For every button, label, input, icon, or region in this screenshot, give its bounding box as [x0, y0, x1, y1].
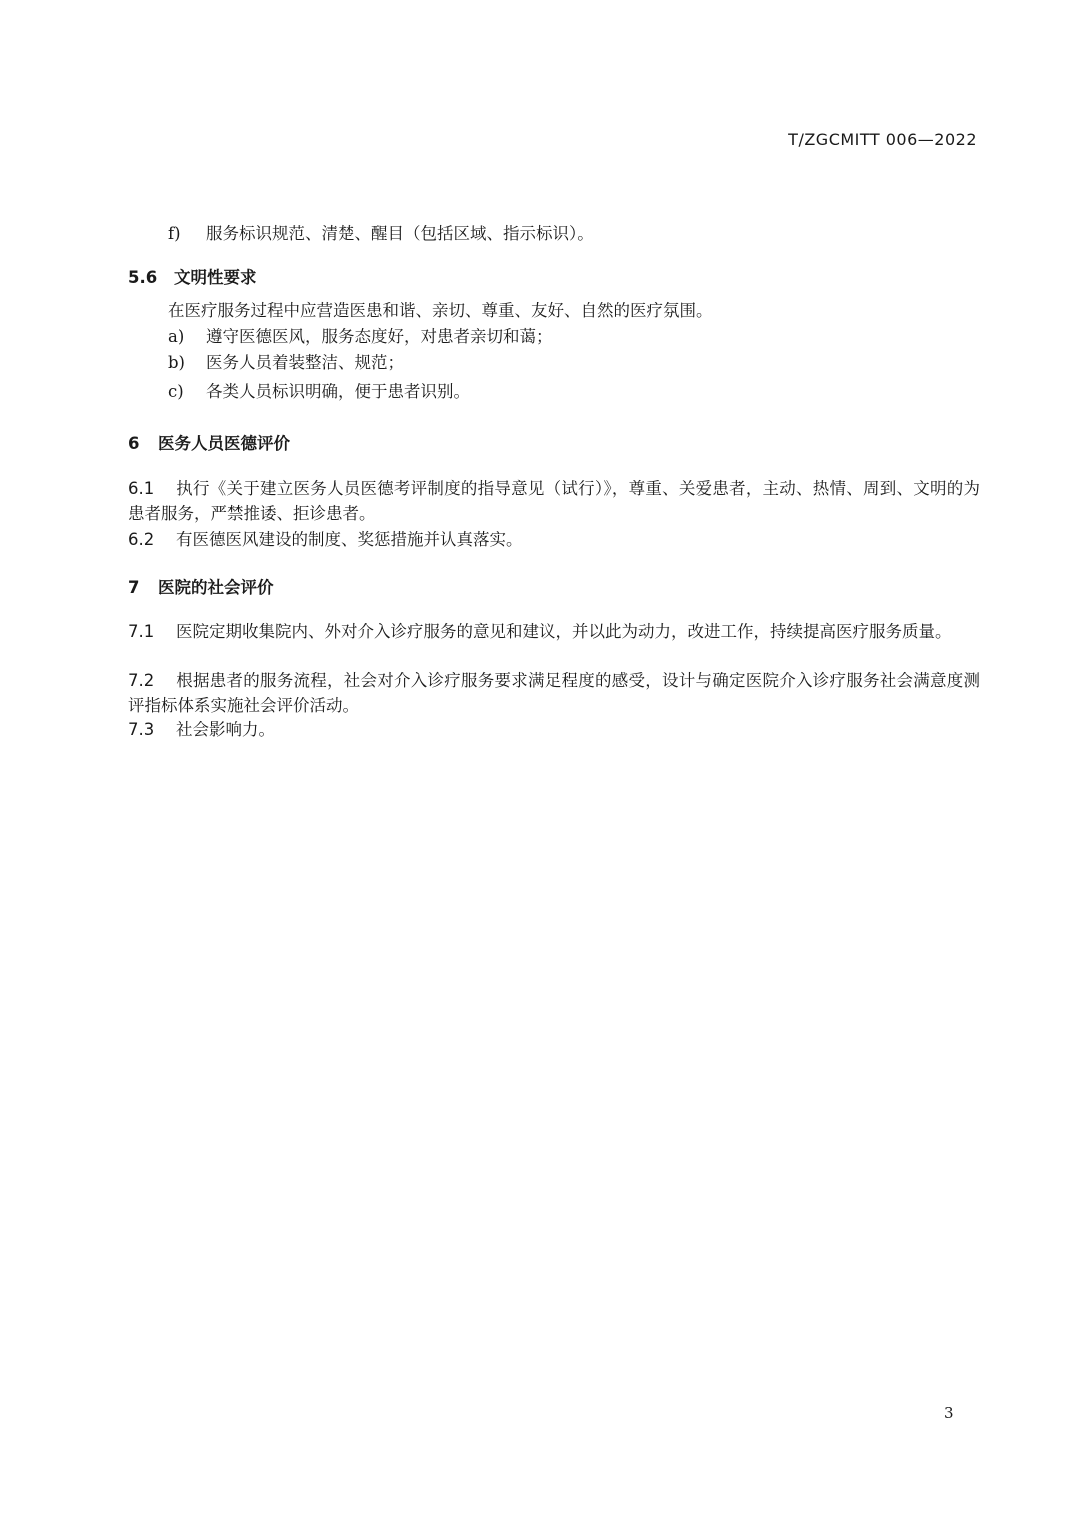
- clause-6-1: [128, 476, 980, 526]
- section-title: 医院的社会评价: [158, 578, 274, 597]
- clause-number: 6.2: [128, 530, 155, 549]
- clause-text: 执行《关于建立医务人员医德考评制度的指导意见（试行）》，尊重、关爱患者，主动、热情、周到、文明的为患者服务，严禁推诿、拒诊患者。: [128, 479, 980, 523]
- section-heading-6: [128, 430, 290, 454]
- list-marker: b): [168, 353, 185, 372]
- clause-7-3: [128, 717, 980, 742]
- list-item-text: 遵守医德医风，服务态度好，对患者亲切和蔼；: [206, 327, 553, 346]
- section-title: 医务人员医德评价: [158, 434, 290, 453]
- section-number: 5.6: [128, 268, 158, 287]
- list-item-text: 各类人员标识明确，便于患者识别。: [206, 382, 470, 401]
- clause-6-2: [128, 527, 980, 552]
- list-item-c: [168, 378, 470, 402]
- clause-number: 7.2: [128, 671, 155, 690]
- list-marker: c): [168, 382, 184, 401]
- clause-number: 7.3: [128, 720, 155, 739]
- clause-number: 7.1: [128, 622, 155, 641]
- list-marker: a): [168, 327, 185, 346]
- list-item-b: [168, 349, 404, 373]
- page-number: 3: [944, 1404, 954, 1422]
- section-heading-7: [128, 574, 274, 598]
- document-code: T/ZGCMITT 006—2022: [788, 130, 977, 149]
- list-item-f: [168, 220, 594, 244]
- section-intro: 在医疗服务过程中应营造医患和谐、亲切、尊重、友好、自然的医疗氛围。: [168, 301, 713, 320]
- clause-7-2: [128, 668, 980, 718]
- clause-text: 医院定期收集院内、外对介入诊疗服务的意见和建议，并以此为动力，改进工作，持续提高医疗服务质量。: [176, 622, 952, 641]
- clause-text: 有医德医风建设的制度、奖惩措施并认真落实。: [176, 530, 523, 549]
- section-number: 6: [128, 434, 140, 453]
- list-marker: f): [168, 224, 181, 243]
- clause-7-1: [128, 619, 980, 644]
- list-item-text: 服务标识规范、清楚、醒目（包括区域、指示标识）。: [206, 224, 594, 243]
- list-item-a: [168, 323, 553, 347]
- list-item-text: 医务人员着装整洁、规范；: [206, 353, 404, 372]
- clause-text: 根据患者的服务流程，社会对介入诊疗服务要求满足程度的感受，设计与确定医院介入诊疗服务社会满意度测评指标体系实施社会评价活动。: [128, 671, 980, 715]
- section-heading-5-6: [128, 264, 257, 288]
- section-title: 文明性要求: [174, 268, 257, 287]
- clause-number: 6.1: [128, 479, 155, 498]
- clause-text: 社会影响力。: [176, 720, 275, 739]
- section-number: 7: [128, 578, 140, 597]
